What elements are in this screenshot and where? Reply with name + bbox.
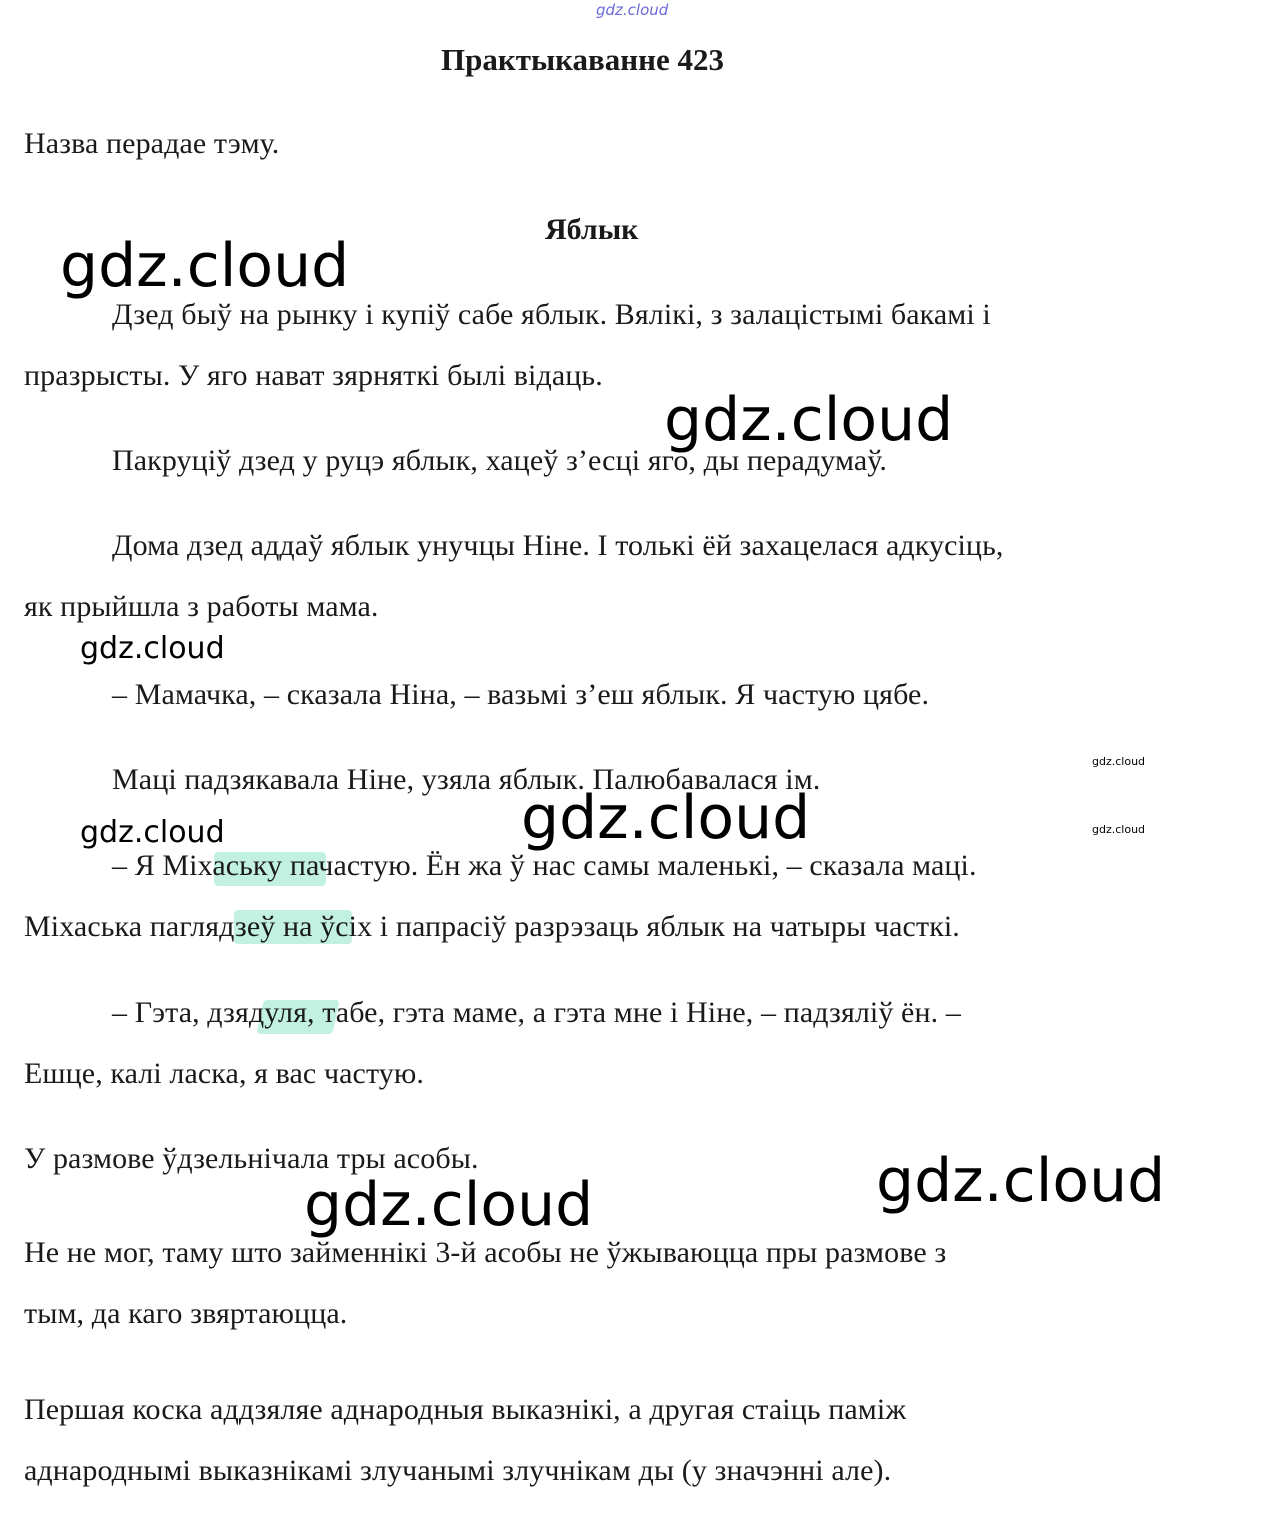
story-p3-line1: Дома дзед аддаў яблык унучцы Ніне. І толькі ёй захацелася адкусіць, xyxy=(112,529,1004,562)
answer-2: У размове ўдзельнічала тры асобы. xyxy=(24,1142,479,1175)
watermark: gdz.cloud xyxy=(1092,755,1146,768)
watermark: gdz.cloud xyxy=(304,1170,594,1240)
answer-1: Назва перадае тэму. xyxy=(24,127,280,160)
story-p7-line1: – Гэта, дзядуля, табе, гэта маме, а гэта мне і Ніне, – падзяліў ён. – xyxy=(112,996,961,1029)
watermark: gdz.cloud xyxy=(80,815,225,850)
story-p6-line1: – Я Міхаську пачастую. Ён жа ў нас самы маленькі, – сказала маці. xyxy=(112,849,977,882)
watermark: gdz.cloud xyxy=(80,631,225,666)
answer-3-line2: тым, да каго звяртаюцца. xyxy=(24,1297,348,1330)
story-p5: Маці падзякавала Ніне, узяла яблык. Палюбавалася ім. xyxy=(112,763,821,796)
story-p4: – Мамачка, – сказала Ніна, – вазьмі з’еш яблык. Я частую цябе. xyxy=(112,678,930,711)
exercise-title: Практыкаванне 423 xyxy=(441,42,725,77)
answer-4-line2: аднароднымі выказнікамі злучанымі злучнікам ды (у значэнні але). xyxy=(24,1454,892,1487)
answer-4-line1: Першая коска аддзяляе аднародныя выказнікі, а другая стаіць паміж xyxy=(24,1393,907,1426)
story-p1-line2: празрысты. У яго нават зярняткі былі відаць. xyxy=(24,359,603,392)
watermark: gdz.cloud xyxy=(60,231,350,301)
story-p2: Пакруціў дзед у руцэ яблык, хацеў з’есці яго, ды перадумаў. xyxy=(112,444,887,477)
answer-3-line1: Не не мог, таму што займеннікі 3-й асобы не ўжываюцца пры размове з xyxy=(24,1236,947,1269)
watermark: gdz.cloud xyxy=(664,385,954,455)
story-p7-line2: Ешце, калі ласка, я вас частую. xyxy=(24,1057,424,1090)
story-p6-line2: Міхаська паглядзеў на ўсіх і папрасіў разрэзаць яблык на чатыры часткі. xyxy=(24,910,960,943)
watermark: gdz.cloud xyxy=(521,783,811,853)
source-watermark: gdz.cloud xyxy=(596,1,669,19)
story-p3-line2: як прыйшла з работы мама. xyxy=(24,590,379,623)
watermark: gdz.cloud xyxy=(1092,823,1146,836)
story-p1-line1: Дзед быў на рынку і купіў сабе яблык. Вялікі, з залацістымі бакамі і xyxy=(112,298,991,331)
watermark: gdz.cloud xyxy=(876,1146,1166,1216)
story-title: Яблык xyxy=(545,213,639,246)
